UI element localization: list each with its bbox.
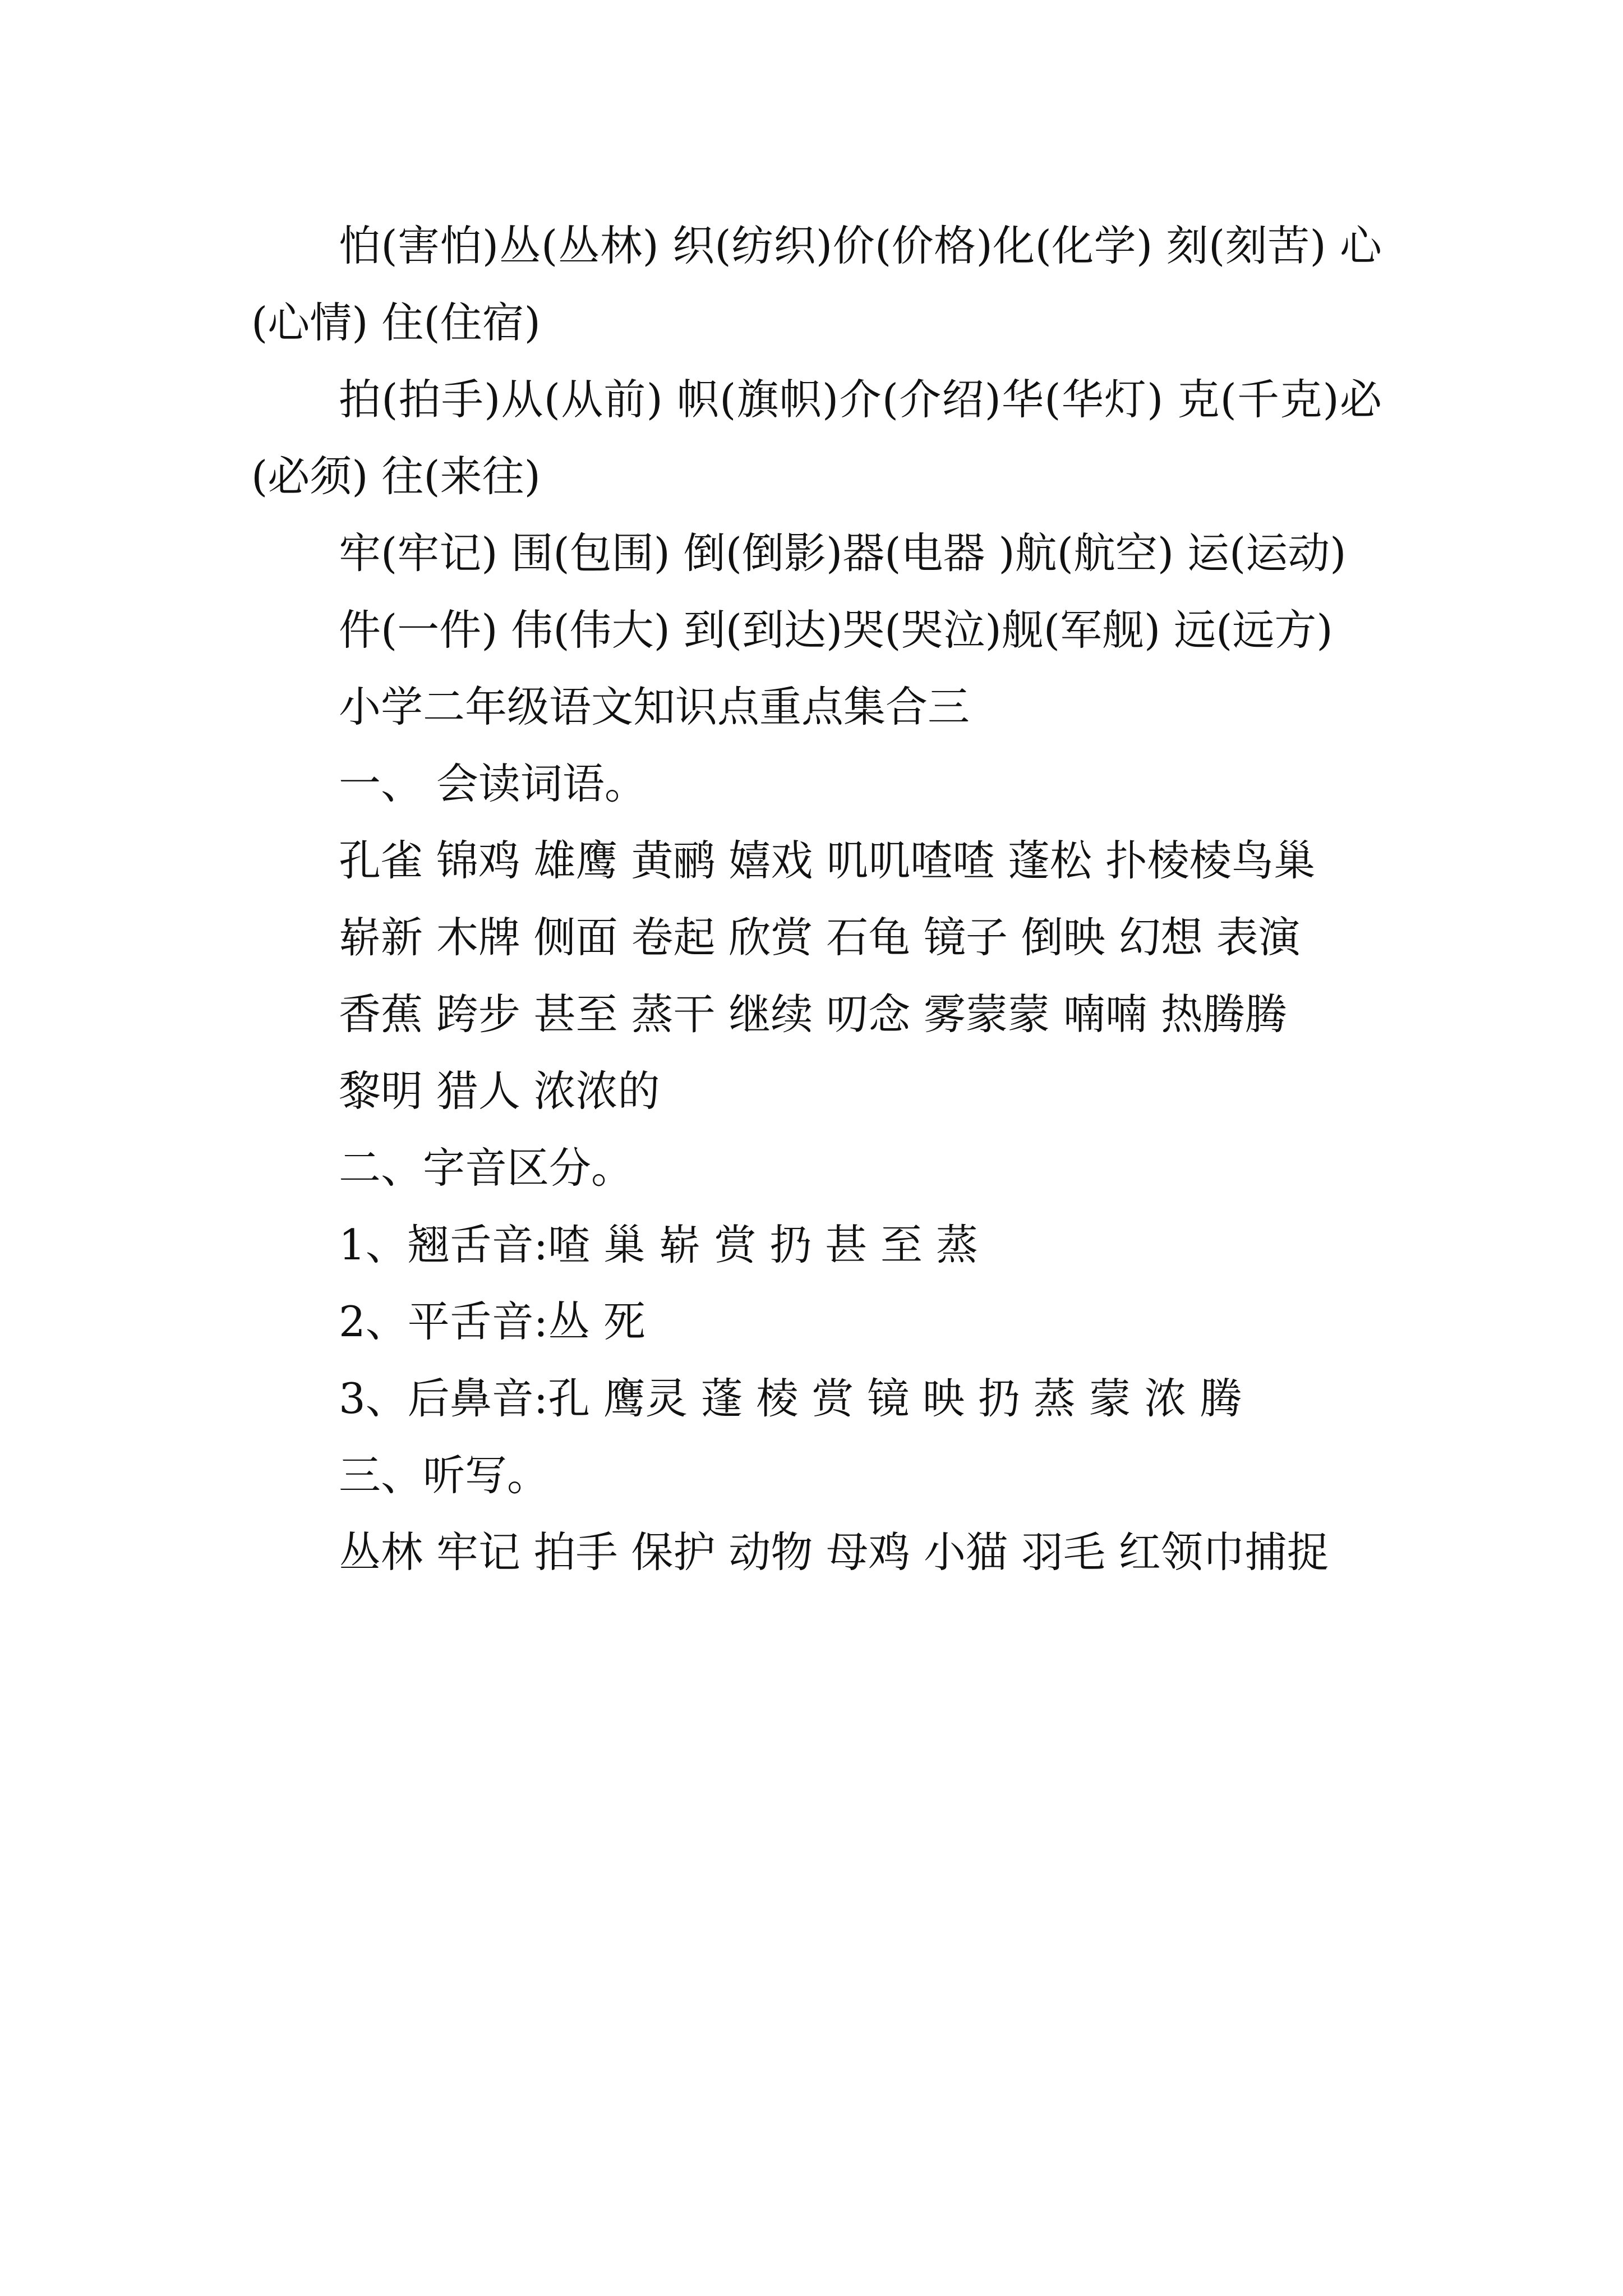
heading-pronunciation: 二、字音区分。 (339, 1143, 634, 1193)
reading-words-line-1: 孔雀 锦鸡 雄鹰 黄鹂 嬉戏 叽叽喳喳 蓬松 扑棱棱鸟巢 (339, 836, 1316, 885)
paragraph-word-pairs-2: 拍(拍手)从(从前) 帜(旗帜)介(介绍)华(华灯) 克(千克)必(必须) 往(来往) (251, 375, 1382, 501)
heading-reading-words: 一、 会读词语。 (339, 759, 647, 808)
paragraph-word-pairs-4: 件(一件) 伟(伟大) 到(到达)哭(哭泣)舰(军舰) 远(远方) (339, 605, 1333, 655)
paragraph-word-pairs-1: 怕(害怕)丛(丛林) 织(纺织)价(价格)化(化学) 刻(刻苦) 心(心情) 住(住宿) (251, 221, 1382, 347)
pronunciation-retroflex: 1、翘舌音:喳 巢 崭 赏 扔 甚 至 蒸 (339, 1220, 978, 1269)
paragraph-word-pairs-3: 牢(牢记) 围(包围) 倒(倒影)器(电器 )航(航空) 运(运动) (339, 528, 1347, 578)
reading-words-line-2: 崭新 木牌 侧面 卷起 欣赏 石龟 镜子 倒映 幻想 表演 (339, 913, 1301, 962)
pronunciation-flat-tongue: 2、平舌音:丛 死 (339, 1297, 645, 1346)
reading-words-line-4: 黎明 猎人 浓浓的 (339, 1066, 660, 1116)
dictation-words: 丛林 牢记 拍手 保护 动物 母鸡 小猫 羽毛 红领巾捕捉 (339, 1527, 1329, 1577)
reading-words-line-3: 香蕉 跨步 甚至 蒸干 继续 叨念 雾蒙蒙 喃喃 热腾腾 (339, 990, 1287, 1039)
heading-dictation: 三、听写。 (339, 1451, 550, 1500)
section-title: 小学二年级语文知识点重点集合三 (339, 682, 970, 731)
pronunciation-back-nasal: 3、后鼻音:孔 鹰灵 蓬 棱 赏 镜 映 扔 蒸 蒙 浓 腾 (339, 1374, 1242, 1423)
document-body (251, 208, 1382, 1591)
